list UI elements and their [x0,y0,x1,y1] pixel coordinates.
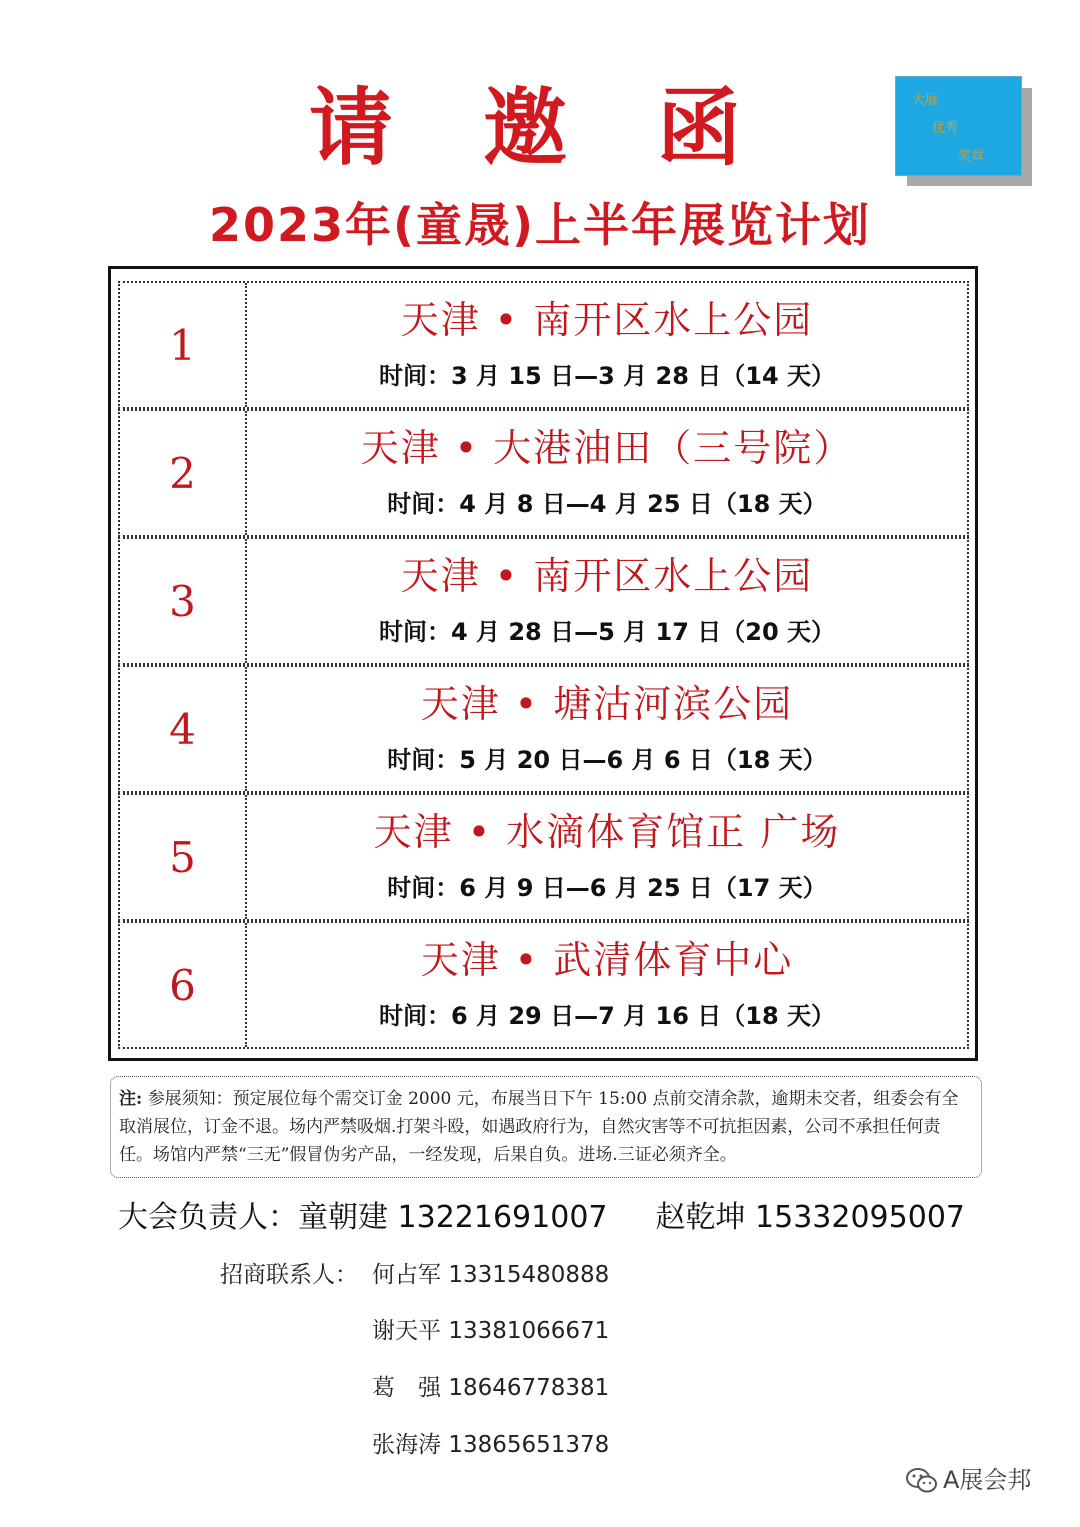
row-number-cell [120,923,247,1047]
contact-item [372,1370,609,1406]
row-number: 2 [169,448,196,498]
wechat-icon [905,1467,939,1495]
row-number-cell [120,283,247,407]
leader-1: 童朝建 13221691007 [298,1200,608,1235]
schedule-row [118,921,969,1049]
schedule-table [108,266,978,1061]
watermark [905,1462,1031,1498]
page-subtitle: 2023年(童晟)上半年展览计划 [208,198,872,252]
contact-item [372,1313,609,1349]
contact-phone: 18646778381 [448,1375,610,1401]
exhibition-dates: 时间：5 月 20 日—6 月 6 日（18 天） [387,746,827,774]
organizer-leaders [118,1195,1018,1241]
venue-name: 天津 • 南开区水上公园 [400,298,814,342]
exhibition-dates: 时间：3 月 15 日—3 月 28 日（14 天） [378,362,836,390]
exhibition-dates: 时间：4 月 8 日—4 月 25 日（18 天） [387,490,827,518]
contact-phone: 13315480888 [448,1262,610,1288]
row-number-cell [120,411,247,535]
venue-name: 天津 • 武清体育中心 [420,938,794,982]
contacts-label: 招商联系人： [220,1262,358,1288]
row-number: 5 [169,832,196,882]
venue-name: 天津 • 大港油田（三号院） [360,426,854,470]
contact-phone: 13381066671 [448,1318,610,1344]
exhibition-dates: 时间：4 月 28 日—5 月 17 日（20 天） [378,618,836,646]
contact-phone: 13865651378 [448,1432,610,1458]
row-number: 3 [169,576,196,626]
contact-name: 葛 强 [372,1375,441,1401]
schedule-row [118,281,969,409]
row-number: 6 [169,960,196,1010]
venue-name: 天津 • 塘沽河滨公园 [420,682,794,726]
award-stamp [895,76,1022,176]
schedule-row [118,665,969,793]
row-number-cell [120,667,247,791]
row-number: 1 [169,320,196,370]
contact-name: 谢天平 [372,1318,441,1344]
notice-label: 注: [119,1089,143,1109]
watermark-text: A展会邦 [943,1466,1032,1494]
stamp-line-2: 优秀 [932,121,959,136]
contact-name: 何占军 [372,1262,441,1288]
contact-item [372,1427,609,1463]
schedule-row [118,409,969,537]
row-number-cell [120,539,247,663]
stamp-line-1: 大展 [912,93,939,108]
exhibition-dates: 时间：6 月 29 日—7 月 16 日（18 天） [378,1002,836,1030]
exhibition-dates: 时间：6 月 9 日—6 月 25 日（17 天） [387,874,827,902]
row-number: 4 [169,704,196,754]
contact-name: 张海涛 [372,1432,441,1458]
venue-name: 天津 • 南开区水上公园 [400,554,814,598]
stamp-line-3: 奖章 [958,149,985,164]
notice-text: 参展须知：预定展位每个需交订金 2000 元，布展当日下午 15:00 点前交清余款，逾期未交者，组委会有全取消展位，订金不退。场内严禁吸烟.打架斗殴，如遇政府行为，自然灾害等不可抗拒因素，公司不承担任何责任。场馆内严禁“三无”假冒伪劣产品，一经发现，后果自负。进场.三证必须齐全。 [119,1089,959,1165]
schedule-row [118,793,969,921]
leaders-label: 大会负责人： [118,1200,298,1235]
leader-2: 赵乾坤 15332095007 [655,1200,965,1235]
notice-box [110,1076,982,1178]
venue-name: 天津 • 水滴体育馆正 广场 [373,810,841,854]
row-number-cell [120,795,247,919]
page-title: 请邀函 [308,78,831,177]
contact-item [372,1257,609,1293]
schedule-row [118,537,969,665]
